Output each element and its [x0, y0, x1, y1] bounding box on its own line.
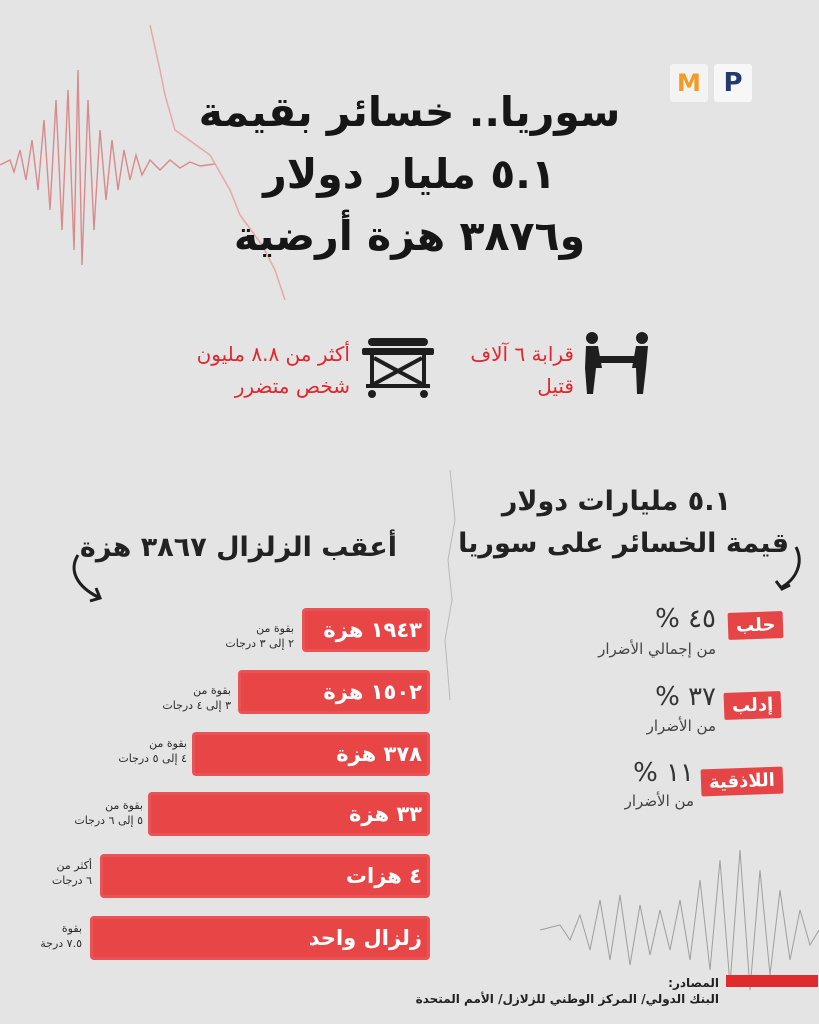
quake-count-6: زلزال واحد	[308, 926, 422, 950]
quake-note-6-line-1: بقوة	[61, 922, 82, 935]
city-sub-aleppo: من إجمالي الأضرار	[598, 640, 716, 658]
quake-count-2: ١٥٠٢ هزة	[323, 680, 422, 704]
dead-stat-line-1: قرابة ٦ آلاف	[470, 342, 574, 366]
quake-count-4: ٣٣ هزة	[349, 802, 422, 826]
quake-note-6-line-2: ٧.٥ درجة	[40, 937, 82, 950]
quake-note-2-line-2: ٣ إلى ٤ درجات	[162, 699, 231, 712]
arrow-down-left-icon	[68, 553, 108, 605]
quake-note-4-line-2: ٥ إلى ٦ درجات	[74, 814, 143, 827]
losses-heading-line-2: قيمة الخسائر على سوريا	[458, 528, 789, 559]
city-percent-aleppo: ٤٥ %	[655, 604, 716, 634]
quake-note-3-line-1: بقوة من	[149, 737, 187, 750]
sources-label: المصادر:	[668, 976, 719, 990]
aftershocks-heading: أعقب الزلزال ٣٨٦٧ هزة	[79, 532, 397, 563]
quake-note-2-line-1: بقوة من	[193, 684, 231, 697]
quake-note-5-line-2: ٦ درجات	[51, 874, 92, 887]
sources-accent-bar	[726, 975, 818, 987]
quake-note-5-line-1: أكثر من	[56, 859, 92, 872]
stretcher-bearers-icon	[580, 330, 656, 396]
quake-count-5: ٤ هزات	[345, 864, 422, 888]
arrow-down-right-icon	[770, 545, 804, 595]
quake-note-1-line-1: بقوة من	[256, 622, 294, 635]
quake-note-3-line-2: ٤ إلى ٥ درجات	[118, 752, 187, 765]
stretcher-bed-icon	[358, 332, 438, 400]
city-sub-idlib: من الأضرار	[646, 717, 716, 735]
city-percent-latakia: ١١ %	[633, 758, 694, 788]
quake-count-3: ٣٧٨ هزة	[336, 742, 422, 766]
quake-count-1: ١٩٤٣ هزة	[323, 618, 422, 642]
losses-heading-line-1: ٥.١ مليارات دولار	[501, 486, 731, 517]
title-line-3: و٣٨٧٦ هزة أرضية	[233, 212, 586, 260]
affected-stat-line-1: أكثر من ٨.٨ مليون	[196, 342, 350, 366]
sources-text: البنك الدولي/ المركز الوطني للزلازل/ الأمم المتحدة	[415, 992, 719, 1006]
quake-note-1-line-2: ٢ إلى ٣ درجات	[225, 637, 294, 650]
city-badge-aleppo: حلب	[727, 611, 783, 640]
city-percent-idlib: ٣٧ %	[655, 682, 716, 712]
city-badge-idlib: إدلب	[723, 691, 781, 720]
affected-stat-line-2: شخص متضرر	[234, 374, 350, 398]
city-badge-latakia: اللاذقية	[701, 767, 784, 797]
brand-logo-right-letter: P	[723, 68, 743, 98]
dead-stat-line-2: قتيل	[537, 374, 574, 398]
city-sub-latakia: من الأضرار	[624, 792, 694, 810]
title-line-2: ٥.١ مليار دولار	[263, 150, 556, 198]
title-line-1: سوريا.. خسائر بقيمة	[198, 88, 621, 136]
brand-logo-left-letter: M	[677, 69, 701, 97]
quake-note-4-line-1: بقوة من	[105, 799, 143, 812]
